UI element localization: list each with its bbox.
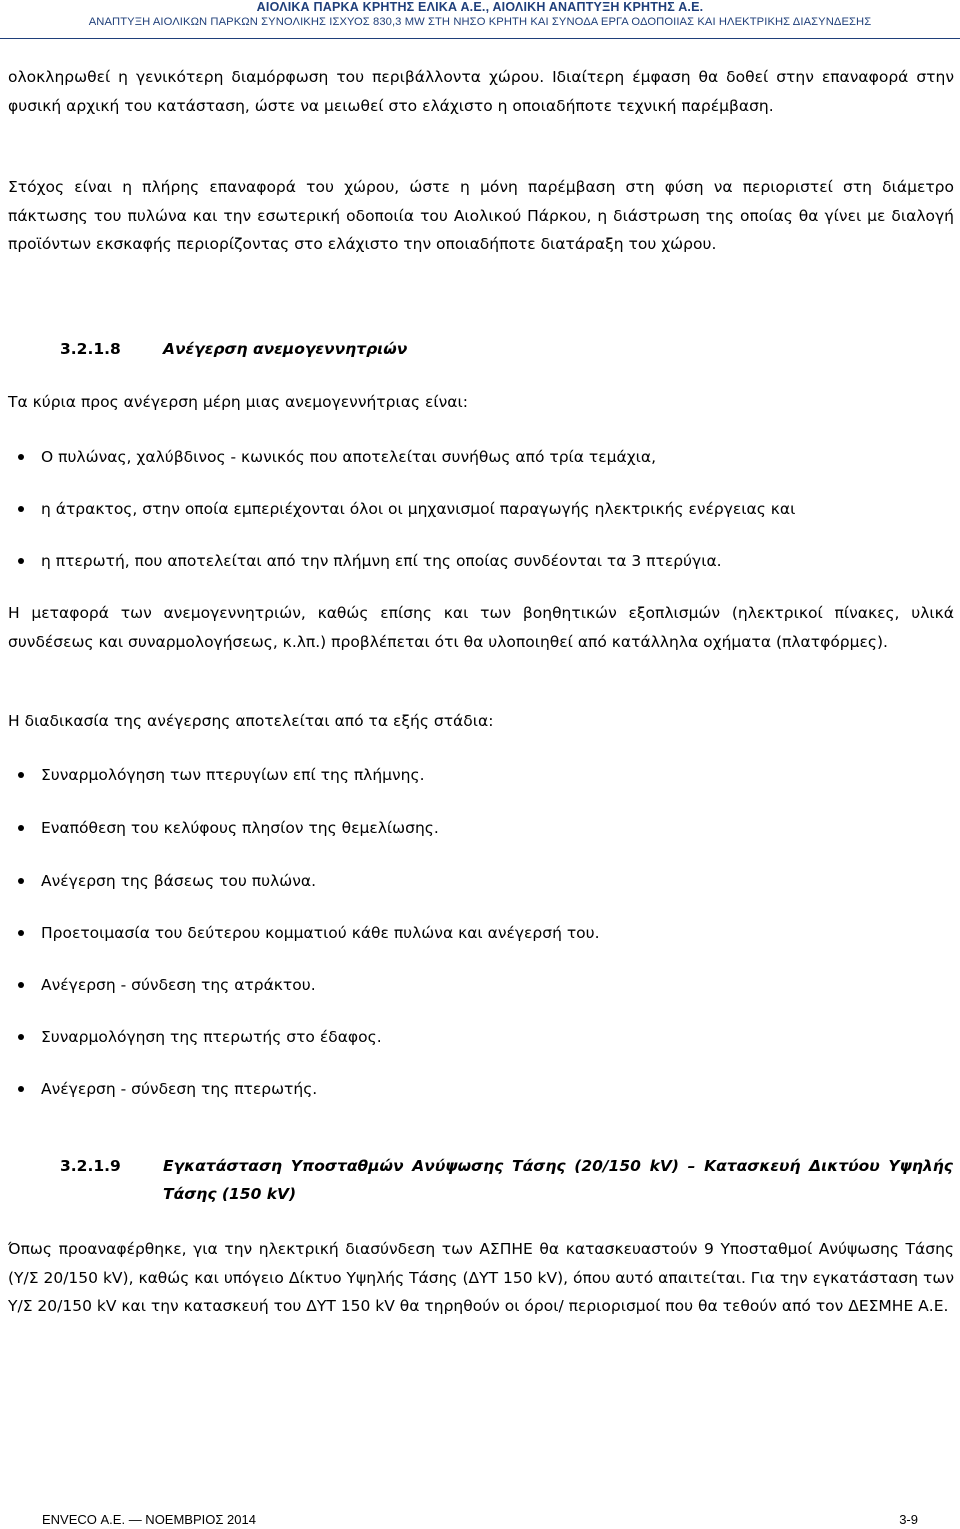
paragraph-intro: ολοκληρωθεί η γενικότερη διαμόρφωση του περιβάλλοντα χώρου. Ιδιαίτερη έμφαση θα δοθεί στην επαναφορά στην φυσική αρχική του κατάσταση, ώστε να μειωθεί στο ελάχιστο η οποιαδήποτε τεχνική παρέμβαση. — [8, 68, 954, 115]
bullet-icon — [18, 825, 24, 831]
section-title: Εγκατάσταση Υποσταθμών Ανύψωσης Τάσης (20/150 kV) – Κατασκευή Δικτύου Υψηλής Τάσης (150 kV) — [163, 1157, 953, 1203]
footer-left: ENVECO Α.Ε. — ΝΟΕΜΒΡΙΟΣ 2014 — [42, 1512, 256, 1527]
bullet-icon — [18, 878, 24, 884]
header-subtitle: ΑΝΑΠΤΥΞΗ ΑΙΟΛΙΚΩΝ ΠΑΡΚΩΝ ΣΥΝΟΛΙΚΗΣ ΙΣΧΥΟΣ 830,3 MW ΣΤΗ ΝΗΣΟ ΚΡΗΤΗ ΚΑΙ ΣΥΝΟΔΑ ΕΡΓΑ ΟΔΟΠΟΙΙΑΣ ΚΑΙ ΗΛΕΚΤΡΙΚΗΣ ΔΙΑΣΥΝΔΕΣΗΣ — [88, 16, 872, 28]
stages-intro: Η διαδικασία της ανέγερσης αποτελείται από τα εξής στάδια: — [8, 712, 494, 730]
bullet-icon — [18, 982, 24, 988]
bullet-icon — [18, 1086, 24, 1092]
bullet-icon — [18, 772, 24, 778]
paragraph-transport: Η μεταφορά των ανεμογεννητριών, καθώς επίσης και των βοηθητικών εξοπλισμών (ηλεκτρικοί πίνακες, υλικά συνδέσεως και συναρμολογήσεως, κ.λπ.) προβλέπεται ότι θα υλοποιηθεί από κατάλληλα οχήματα (πλατφόρμες). — [8, 604, 954, 651]
paragraph-goal: Στόχος είναι η πλήρης επαναφορά του χώρου, ώστε η μόνη παρέμβαση στη φύση να περιοριστεί στη διάμετρο πάκτωσης του πυλώνα και την εσωτερική οδοποιία του Αιολικού Πάρκου, η διάστρωση της οποίας θα γίνει με διαλογή προϊόντων εκσκαφής περιορίζοντας στο ελάχιστο την οποιαδήποτε διατάραξη του χώρου. — [8, 178, 954, 253]
parts-intro: Τα κύρια προς ανέγερση μέρη μιας ανεμογεννήτριας είναι: — [8, 393, 468, 411]
bullet-icon — [18, 454, 24, 460]
bullet-icon — [18, 558, 24, 564]
header-divider — [0, 38, 960, 39]
bullet-icon — [18, 1034, 24, 1040]
section-title: Ανέγερση ανεμογεννητριών — [163, 340, 408, 358]
section-number: 3.2.1.8 — [60, 340, 121, 358]
header-title: ΑΙΟΛΙΚΑ ΠΑΡΚΑ ΚΡΗΤΗΣ ΕΛΙΚΑ Α.Ε., ΑΙΟΛΙΚΗ ΑΝΑΠΤΥΞΗ ΚΡΗΤΗΣ Α.Ε. — [256, 0, 704, 14]
bullet-icon — [18, 506, 24, 512]
page-number: 3-9 — [899, 1512, 918, 1527]
paragraph-substations: Όπως προαναφέρθηκε, για την ηλεκτρική διασύνδεση των ΑΣΠΗΕ θα κατασκευαστούν 9 Υποσταθμοί Ανύψωσης Τάσης (Υ/Σ 20/150 kV), καθώς και υπόγειο Δίκτυο Υψηλής Τάσης (ΔΥΤ 150 kV), όπου αυτό απαιτείται. Για την εγκατάσταση των Υ/Σ 20/150 kV και την κατασκευή του ΔΥΤ 150 kV θα τηρηθούν οι όροι/ περιορισμοί που θα τεθούν από τον ΔΕΣΜΗΕ Α.Ε. — [8, 1240, 954, 1315]
section-number: 3.2.1.9 — [60, 1157, 121, 1175]
bullet-icon — [18, 930, 24, 936]
